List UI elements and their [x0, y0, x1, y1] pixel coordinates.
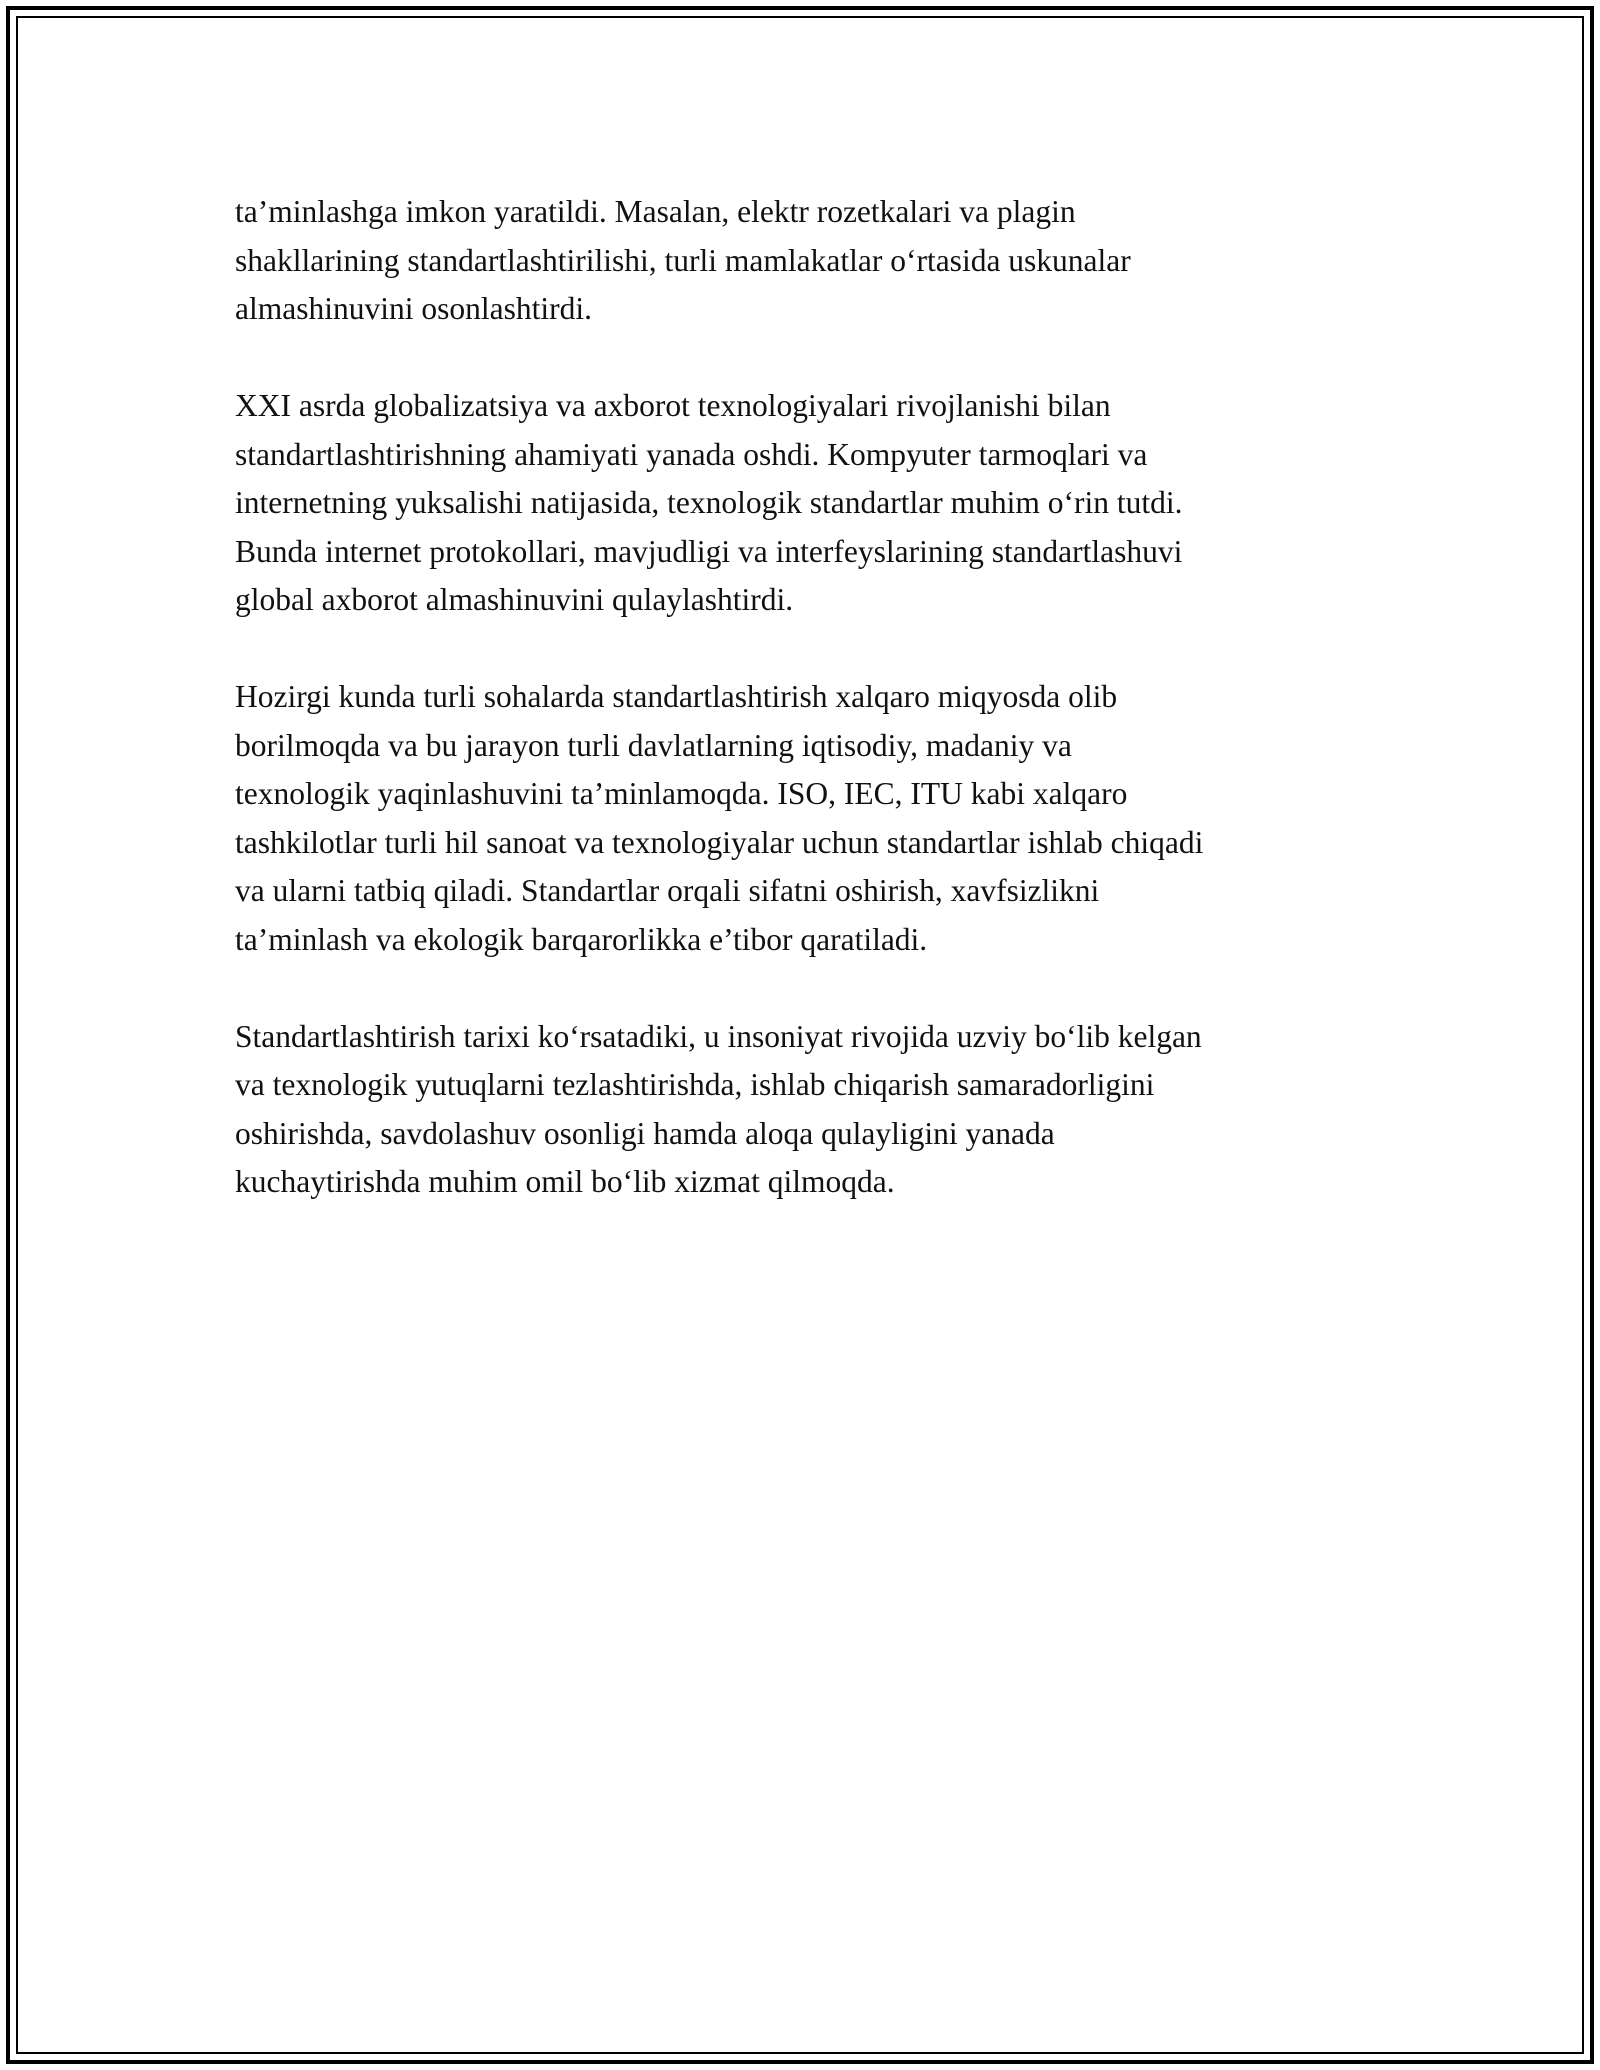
document-body: [235, 188, 1385, 1255]
paragraph-4: Standartlashtirish tarixi ko‘rsatadiki, u insoniyat rivojida uzviy bo‘lib kelgan va texnologik yutuqlarni tezlashtirishda, ishlab chiqarish samaradorligini oshirishda, savdolashuv osonligi hamda aloqa qulayligini yanada kuchaytirishda muhim omil bo‘lib xizmat qilmoqda.: [235, 1018, 1202, 1199]
paragraph-2: XXI asrda globalizatsiya va axborot texnologiyalari rivojlanishi bilan standartlashtirishning ahamiyati yanada oshdi. Kompyuter tarmoqlari va internetning yuksalishi natijasida, texnologik standartlar muhim o‘rin tutdi. Bunda internet protokollari, mavjudligi va interfeyslarining standartlashuvi global axborot almashinuvini qulaylashtirdi.: [235, 388, 1183, 617]
paragraph-1: ta’minlashga imkon yaratildi. Masalan, elektr rozetkalari va plagin shakllarining standartlashtirilishi, turli mamlakatlar o‘rtasida uskunalar almashinuvini osonlashtirdi.: [235, 194, 1131, 326]
paragraph-3: Hozirgi kunda turli sohalarda standartlashtirish xalqaro miqyosda olib borilmoqda va bu jarayon turli davlatlarning iqtisodiy, madaniy va texnologik yaqinlashuvini ta’minlamoqda. ISO, IEC, ITU kabi xalqaro tashkilotlar turli hil sanoat va texnologiyalar uchun standartlar ishlab chiqadi va ularni tatbiq qiladi. Standartlar orqali sifatni oshirish, xavfsizlikni ta’minlash va ekologik barqarorlikka e’tibor qaratiladi.: [235, 679, 1204, 957]
